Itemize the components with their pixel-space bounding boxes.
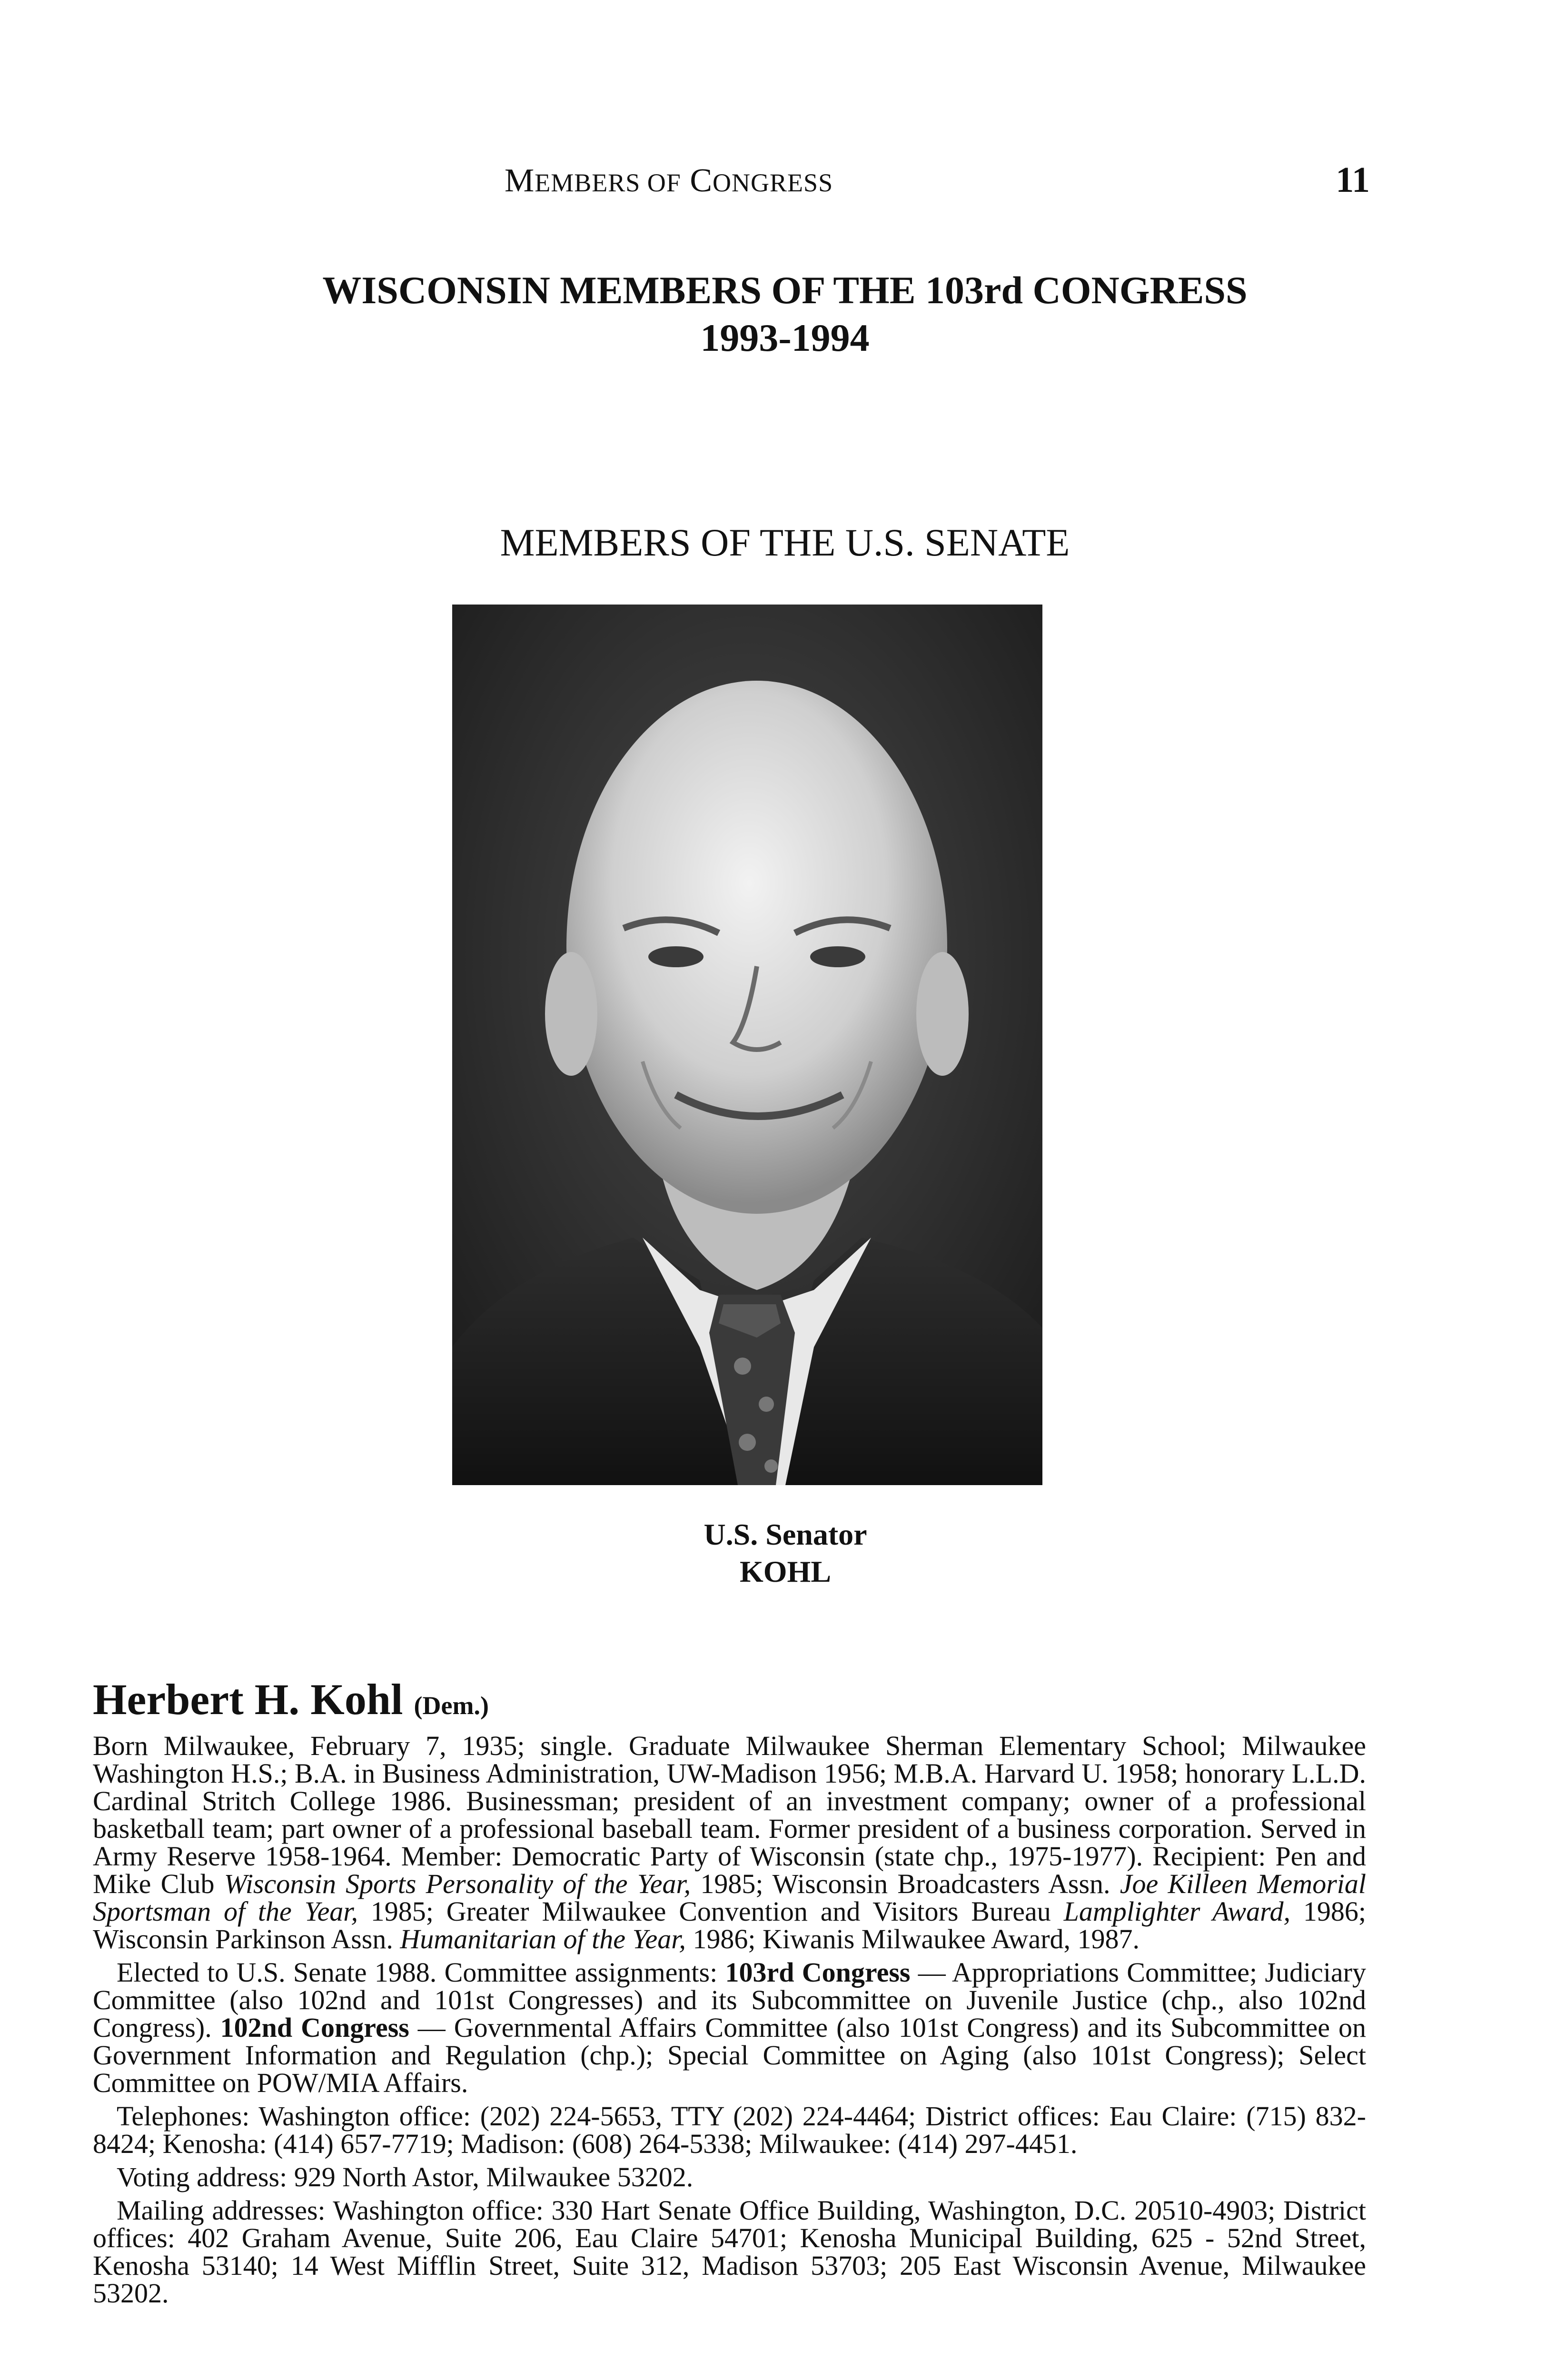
bio-text: 1986; Kiwanis Milwaukee Award, 1987.: [685, 1924, 1140, 1954]
bio-paragraph-voting-address: Voting address: 929 North Astor, Milwaukee 53202.: [117, 2162, 694, 2192]
bio-text: 1986; Wisconsin Parkinson Assn.: [93, 1896, 1366, 1954]
bio-paragraph-personal: [93, 1732, 1366, 1953]
page-number: 11: [1336, 160, 1370, 200]
member-name: Herbert H. Kohl: [93, 1675, 403, 1724]
bio-text: Elected to U.S. Senate 1988. Committee assignments:: [117, 1957, 725, 1988]
running-head-embers: EMBERS OF: [535, 169, 681, 197]
section-heading: MEMBERS OF THE U.S. SENATE: [500, 521, 1070, 564]
award-title: Humanitarian of the Year,: [400, 1924, 686, 1954]
caption-title: U.S. Senator: [704, 1517, 867, 1551]
bio-paragraph-mailing-addresses: Mailing addresses: Washington office: 330 Hart Senate Office Building, Washington, D.C. 20510-4903; District offices: 402 Graham Avenue, Suite 206, Eau Claire 54701; Kenosha Municipal Building, 625 - 52nd Street, Kenosha 53140; 14 West Mifflin Street, Suite 312, Madison 53703; 205 East Wisconsin Avenue, Milwaukee 53202.: [93, 2195, 1366, 2309]
party-affiliation: (Dem.): [414, 1691, 489, 1720]
bio-text: Born Milwaukee, February 7, 1935; single. Graduate Milwaukee Sherman Elementary School; Milwaukee Washington H.S.; B.A. in Business Administration, UW-Madison 1956; M.B.A. Harvard U. 1958; honorary L.L.D. Cardinal Stritch College 1986. Businessman; president of an investment company; owner of a professional basketball team; part owner of a professional baseball team. Former president of a business corporation. Served in Army Reserve 1958-1964. Member: Democratic Party of Wisconsin (state chp., 1975-1977). Recipient: Pen and Mike Club: [93, 1730, 1366, 1899]
title-line-1: WISCONSIN MEMBERS OF THE 103rd CONGRESS: [322, 268, 1248, 312]
bio-paragraph-telephones: Telephones: Washington office: (202) 224-5653, TTY (202) 224-4464; District offices: Eau Claire: (715) 832-8424; Kenosha: (414) 657-7719; Madison: (608) 264-5338; Milwaukee: (414) 297-4451.: [93, 2101, 1366, 2159]
biography: [93, 1676, 1366, 2307]
title-line-2: 1993-1994: [700, 316, 870, 359]
running-head: [505, 162, 833, 200]
award-title: Wisconsin Sports Personality of the Year,: [224, 1868, 691, 1899]
page-title: [0, 267, 1546, 362]
bio-text: — Appropriations Committee; Judiciary Committee (also 102nd and 101st Congresses) and its Subcommittee on Juvenile Justice (chp., also 102nd Congress).: [93, 1957, 1366, 2043]
award-title: Joe Killeen Memorial Sportsman of the Year,: [93, 1868, 1366, 1927]
portrait-caption: [547, 1516, 1023, 1590]
member-name-line: [93, 1676, 1366, 1729]
portrait-illustration: [452, 605, 1042, 1485]
running-head-ongress: ONGRESS: [713, 169, 833, 197]
bio-text: — Governmental Affairs Committee (also 101st Congress) and its Subcommittee on Government Information and Regulation (chp.); Special Committee on Aging (also 101st Congress); Select Committee on POW/MIA Affairs.: [93, 2012, 1366, 2098]
running-head-c: C: [690, 162, 713, 199]
bio-text: 1985; Greater Milwaukee Convention and Visitors Bureau: [357, 1896, 1064, 1927]
congress-label: 103rd Congress: [725, 1957, 911, 1988]
award-title: Lamplighter Award,: [1063, 1896, 1291, 1927]
bio-text: 1985; Wisconsin Broadcasters Assn.: [691, 1868, 1120, 1899]
running-head-m: M: [505, 162, 535, 199]
caption-surname: KOHL: [739, 1555, 832, 1588]
congress-label: 102nd Congress: [220, 2012, 409, 2043]
portrait-photo: [452, 605, 1042, 1485]
bio-paragraph-committees: [93, 1959, 1366, 2097]
